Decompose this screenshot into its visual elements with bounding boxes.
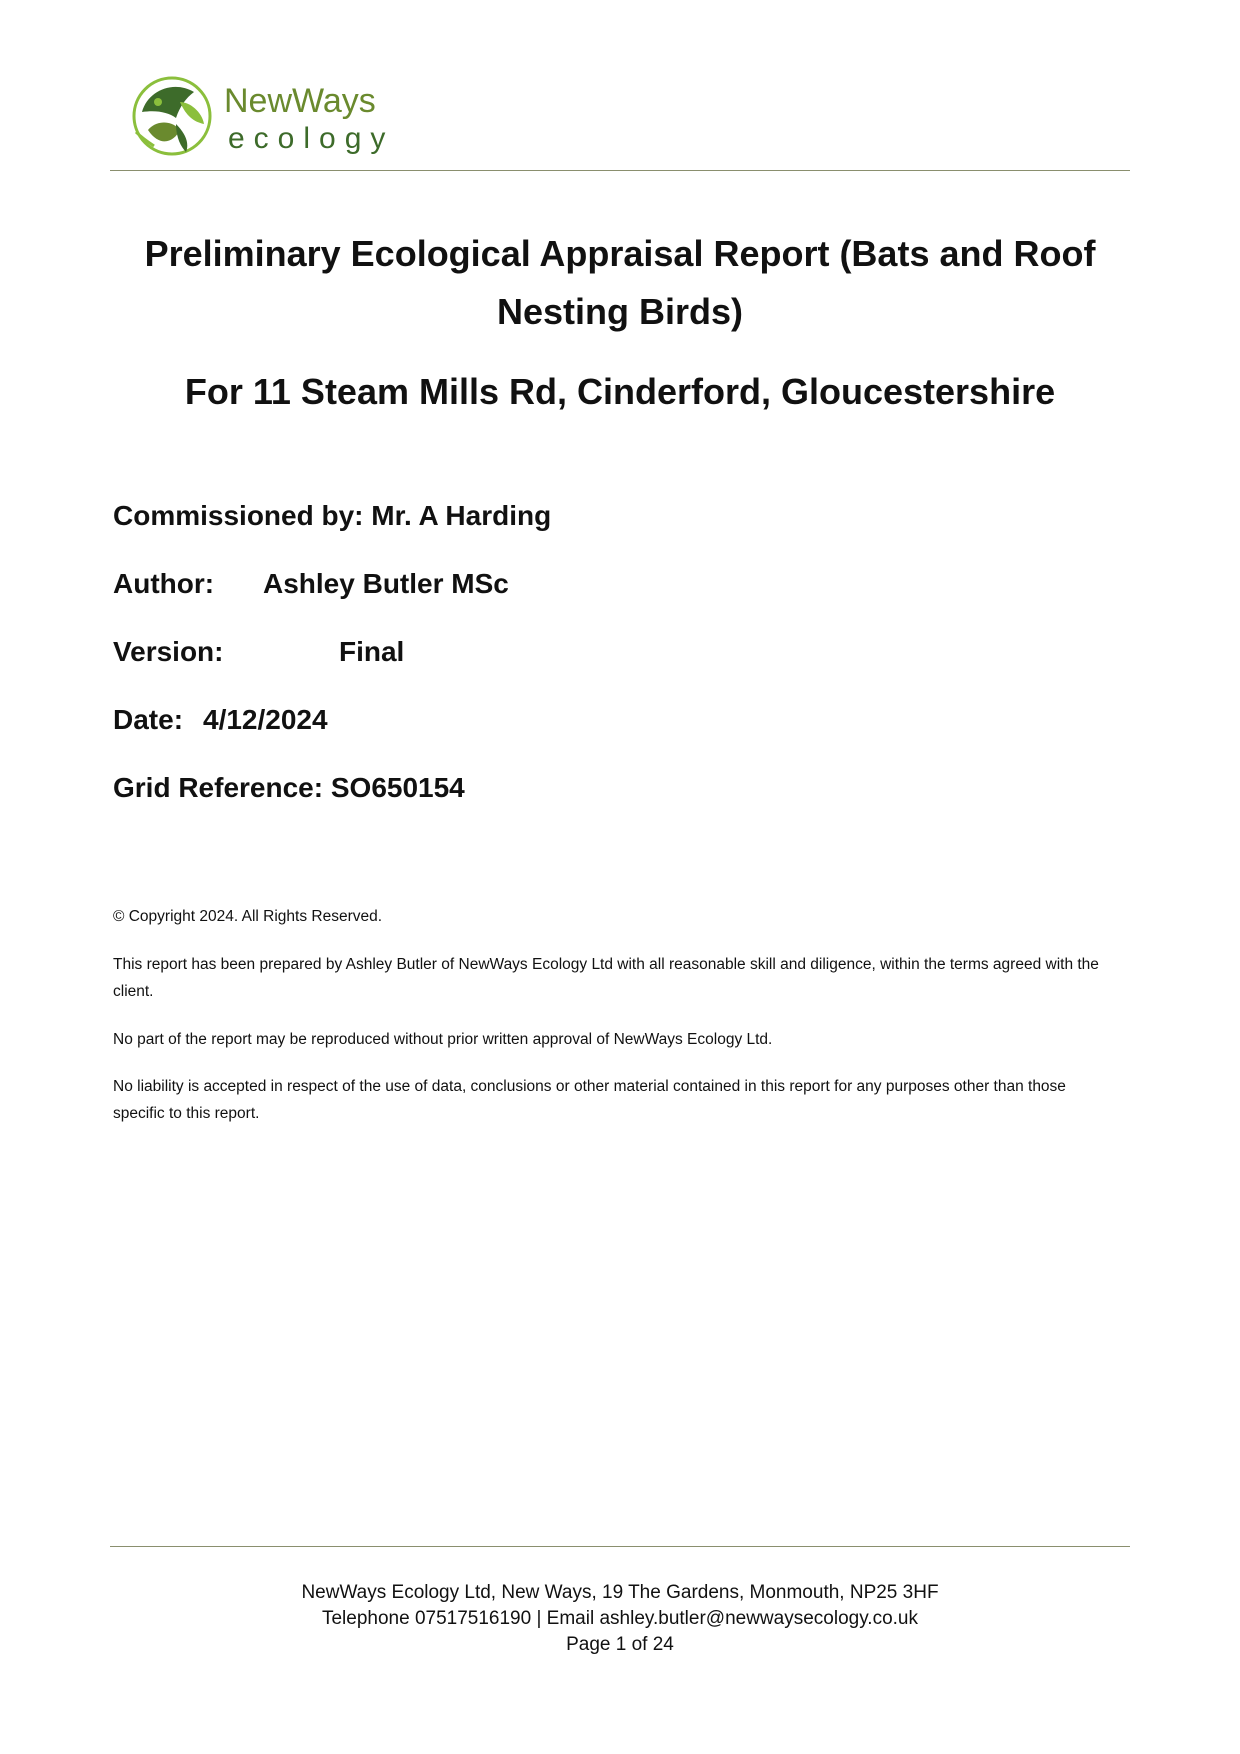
copyright-notice: © Copyright 2024. All Rights Reserved. xyxy=(113,908,383,925)
grid-reference-label: Grid Reference: xyxy=(113,772,324,803)
author-label: Author: xyxy=(113,568,215,599)
date-label: Date: xyxy=(113,704,184,735)
logo-text-line2: ecology xyxy=(228,122,395,155)
commissioned-value: Mr. A Harding xyxy=(371,500,552,531)
prepared-statement: This report has been prepared by Ashley Butler of NewWays Ecology Ltd with all reasonable skill and diligence, within the terms agreed with the client. xyxy=(113,956,1099,1000)
document-subtitle: For 11 Steam Mills Rd, Cinderford, Gloucestershire xyxy=(184,371,1056,412)
date-line xyxy=(113,702,328,738)
grid-reference-line xyxy=(113,770,465,806)
commissioned-line xyxy=(113,498,551,534)
footer-divider xyxy=(110,1546,1130,1547)
logo-emblem-icon xyxy=(134,78,210,154)
company-logo xyxy=(128,72,408,162)
author-value: Ashley Butler MSc xyxy=(263,568,509,599)
commissioned-label: Commissioned by: xyxy=(113,500,364,531)
logo-graphic xyxy=(128,72,408,162)
version-value: Final xyxy=(339,636,405,667)
reproduction-notice: No part of the report may be reproduced without prior written approval of NewWays Ecology Ltd. xyxy=(113,1031,773,1048)
grid-reference-value: SO650154 xyxy=(330,772,465,803)
document-title: Preliminary Ecological Appraisal Report (Bats and Roof Nesting Birds) xyxy=(144,233,1096,332)
footer-address: NewWays Ecology Ltd, New Ways, 19 The Gardens, Monmouth, NP25 3HF xyxy=(301,1582,939,1603)
footer-page-number: Page 1 of 24 xyxy=(566,1634,674,1655)
author-line xyxy=(113,566,509,602)
footer-contact: Telephone 07517516190 | Email ashley.butler@newwaysecology.co.uk xyxy=(321,1608,918,1629)
logo-text-line1: NewWays xyxy=(224,82,376,120)
liability-notice: No liability is accepted in respect of the use of data, conclusions or other material contained in this report for any purposes other than those specific to this report. xyxy=(113,1078,1066,1122)
version-line xyxy=(113,634,404,670)
date-value: 4/12/2024 xyxy=(203,704,328,735)
version-label: Version: xyxy=(113,636,224,667)
header-divider xyxy=(110,170,1130,171)
